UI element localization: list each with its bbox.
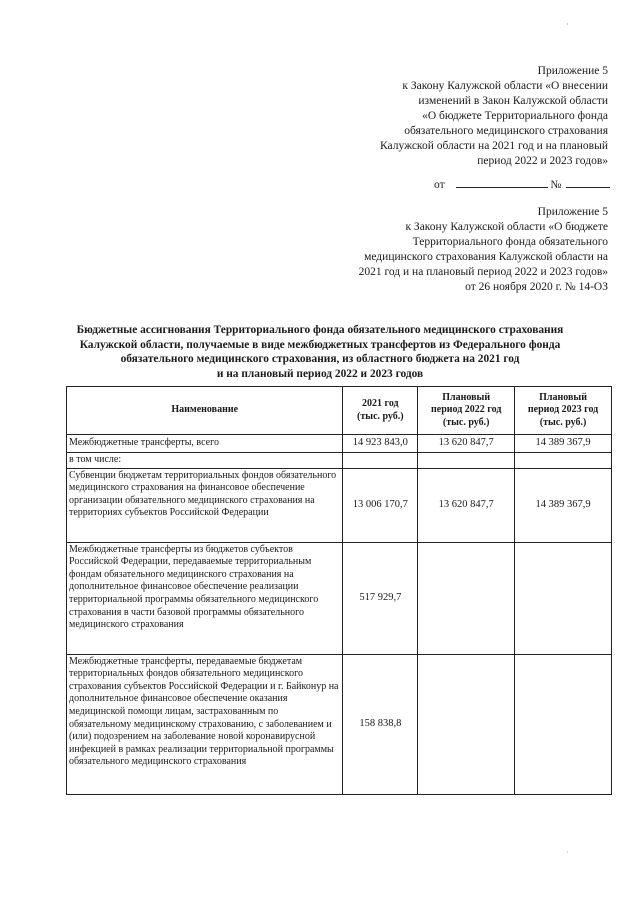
appendix-old-line: Территориального фонда обязательного [412,236,608,248]
document-title [60,323,580,381]
appendix-new-line: Калужской области на 2021 год и на плановый [380,140,608,152]
budget-table [66,386,612,795]
row-value-2022 [418,453,515,469]
appendix-old [359,205,608,295]
row-value-2021: 14 923 843,0 [343,435,418,453]
header-name: Наименование [67,387,343,435]
appendix-old-line: Приложение 5 [537,206,608,218]
appendix-new-line: изменений в Закон Калужской области [418,95,608,107]
title-line: Калужской области, получаемые в виде межбюджетных трансфертов из Федерального фонда [79,338,561,351]
appendix-new [380,64,608,169]
table-header-row [67,387,612,435]
row-value-2021: 13 006 170,7 [343,468,418,542]
date-blank [456,176,548,188]
row-value-2023 [515,453,612,469]
row-name: Межбюджетные трансферты из бюджетов субъектов Российской Федерации, передаваемые территориальным фондам обязательного медицинского страхования на дополнительное финансовое обеспечение реализации территориальной программы обязательного медицинского страхования в части базовой программы обязательного медицинского страхования [67,542,343,654]
appendix-new-line: к Закону Калужской области «О внесении [402,80,608,92]
appendix-old-line: медицинского страхования Калужской области на [364,251,608,263]
appendix-old-line: 2021 год и на плановый период 2022 и 2023 годов» [358,266,608,278]
appendix-new-line: обязательного медицинского страхования [404,125,608,137]
scan-speck: · [566,20,569,29]
appendix-new-line: Приложение 5 [537,65,608,77]
row-value-2023: 14 389 367,9 [515,435,612,453]
table-row [67,468,612,542]
number-blank [566,176,610,188]
header-2021: 2021 год (тыс. руб.) [343,387,418,435]
row-value-2023 [515,654,612,794]
appendix-new-line: «О бюджете Территориального фонда [422,110,608,122]
row-value-2022: 13 620 847,7 [418,468,515,542]
row-value-2022 [418,654,515,794]
row-value-2021: 158 838,8 [343,654,418,794]
row-name: Субвенции бюджетам территориальных фондов обязательного медицинского страхования на финансовое обеспечение организации обязательного медицинского страхования на территориях субъектов Российской Федерации [67,468,343,542]
title-line: Бюджетные ассигнования Территориального фонда обязательного медицинского страхования [76,324,564,336]
row-value-2022: 13 620 847,7 [418,435,515,453]
title-line: обязательного медицинского страхования, из областного бюджета на 2021 год [120,353,520,365]
appendix-old-line: от 26 ноября 2020 г. № 14-ОЗ [465,281,608,293]
row-name: в том числе: [67,453,343,469]
row-value-2023: 14 389 367,9 [515,468,612,542]
date-from-label: от [434,179,445,191]
row-name: Межбюджетные трансферты, передаваемые бюджетам территориальных фондов обязательного медицинского страхования субъектов Российской Федерации и г. Байконур на дополнительное финансовое обеспечение оказания медицинской помощи лицам, застрахованным по обязательному медицинскому страхованию, с заболеванием и (или) подозрением на заболевание новой коронавирусной инфекцией в рамках реализации территориальной программы обязательного медицинского страхования [67,654,343,794]
row-value-2022 [418,542,515,654]
row-value-2023 [515,542,612,654]
header-2023: Плановый период 2023 год (тыс. руб.) [515,387,612,435]
title-line: и на плановый период 2022 и 2023 годов [216,367,424,380]
row-name: Межбюджетные трансферты, всего [67,435,343,453]
table-row [67,542,612,654]
table-row [67,453,612,469]
appendix-old-line: к Закону Калужской области «О бюджете [405,221,608,233]
table-row [67,435,612,453]
date-number-line [434,176,610,192]
row-value-2021 [343,453,418,469]
number-label: № [550,179,562,191]
header-2022: Плановый период 2022 год (тыс. руб.) [418,387,515,435]
appendix-new-line: период 2022 и 2023 годов» [477,155,608,167]
table-row [67,654,612,794]
row-value-2021: 517 929,7 [343,542,418,654]
scan-speck: · [566,848,569,857]
